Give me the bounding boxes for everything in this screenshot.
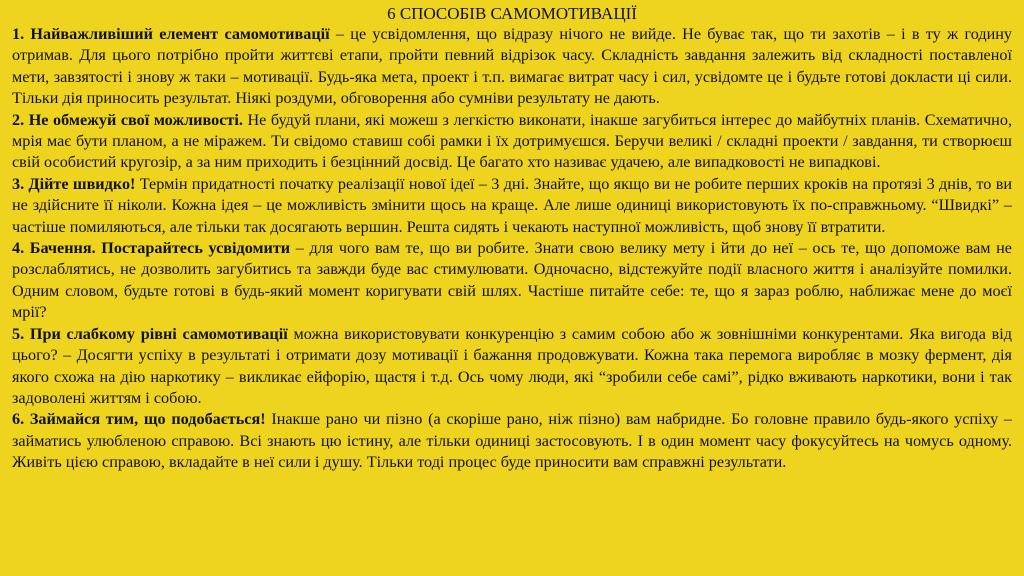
paragraph-text: – для чого вам те, що ви робите. Знати свою велику мету і йти до неї – ось те, що допоможе вам не розслаблятись, не дозволить загубитись та завжди буде вас стимулювати. Одночасно, відстежуйте події власного життя і аналізуйте помилки. Одним словом, будьте готові в будь-який момент коригувати свій шлях. Частіше питайте себе: те, що я зараз роблю, наближає мене до моєї мрії? <box>12 239 1012 322</box>
paragraph-heading: 3. Дійте швидко! <box>12 174 136 193</box>
paragraph-text: Термін придатності початку реалізації нової ідеї – 3 дні. Знайте, що якщо ви не робите перших кроків на протязі 3 днів, то ви не здійсните її ніколи. Кожна ідея – це можливість змінити щось на краще. Але лише одиниці використовують їх по-справжньому. “Швидкі” – частіше помиляються, але тільки так досягають вершин. Решта сидять і чекають наступної можливість, щоб знову її втратити. <box>12 174 1013 236</box>
paragraph-text: Не будуй плани, які можеш з легкістю виконати, інакше загубиться інтерес до майбутніх планів. Схематично, мрія має бути планом, а не міражем. Ти свідомо ставиш собі рамки і їх дотримуєшся. Беручи великі / складні проекти / завдання, ти створюєш свій особистий кругозір, а за ним приходить і безцінний досвід. Це багато хто називає удачею, але випадковості не випадкові. <box>12 110 1012 172</box>
paragraph-heading: 5. При слабкому рівні самомотивації <box>12 324 288 343</box>
paragraph-text: можна використовувати конкуренцію з самим собою або ж зовнішніми конкурентами. Яка вигода від цього? – Досягти успіху в результаті і отримати дозу мотивації і бажання продовжувати. Кожна така перемога виробляє в мозку фермент, дія якого схожа на дію наркотику – викликає ейфорію, щастя і т.д. Ось чому люди, які “зробили себе самі”, рідко вживають наркотики, вони і так задоволені життям і собою. <box>12 324 1012 407</box>
paragraph-5 <box>12 324 1012 410</box>
paragraph-6 <box>12 409 1012 473</box>
paragraph-text: – це усвідомлення, що відразу нічого не вийде. Не буває так, що ти захотів – і в ту ж годину отримав. Для цього потрібно пройти життєві етапи, пройти певний відрізок часу. Складність завдання залежить від складності поставленої мети, завзятості і знову ж таки – мотивації. Будь-яка мета, проект і т.п. вимагає витрат часу і сил, усвідомте це і будьте готові докласти ці сили. Тільки дія приносить результат. Ніякі роздуми, обговорення або сумніви результату не дають. <box>12 25 1012 108</box>
paragraph-2 <box>12 110 1012 174</box>
paragraph-3 <box>12 174 1012 238</box>
paragraph-text: Інакше рано чи пізно (а скоріше рано, ніж пізно) вам набридне. Бо головне правило будь-якого успіху – займатись улюбленою справою. Всі знають цю істину, але тільки одиниці застосовують. І в один момент часу фокусуйтесь на чомусь одному. Живіть цією справою, вкладайте в неї сили і душу. Тільки тоді процес буде приносити вам справжні результати. <box>12 410 1012 472</box>
paragraph-heading: 6. Займайся тим, що подобається! <box>12 410 266 429</box>
paragraph-4 <box>12 238 1012 324</box>
paragraph-heading: 2. Не обмежуй свої можливості. <box>12 110 243 129</box>
page-title: 6 СПОСОБІВ САМОМОТИВАЦІЇ <box>387 4 637 23</box>
paragraph-1 <box>12 24 1012 110</box>
paragraph-heading: 1. Найважливіший елемент самомотивації <box>12 25 330 43</box>
paragraph-heading: 4. Бачення. Постарайтесь усвідомити <box>12 239 291 258</box>
